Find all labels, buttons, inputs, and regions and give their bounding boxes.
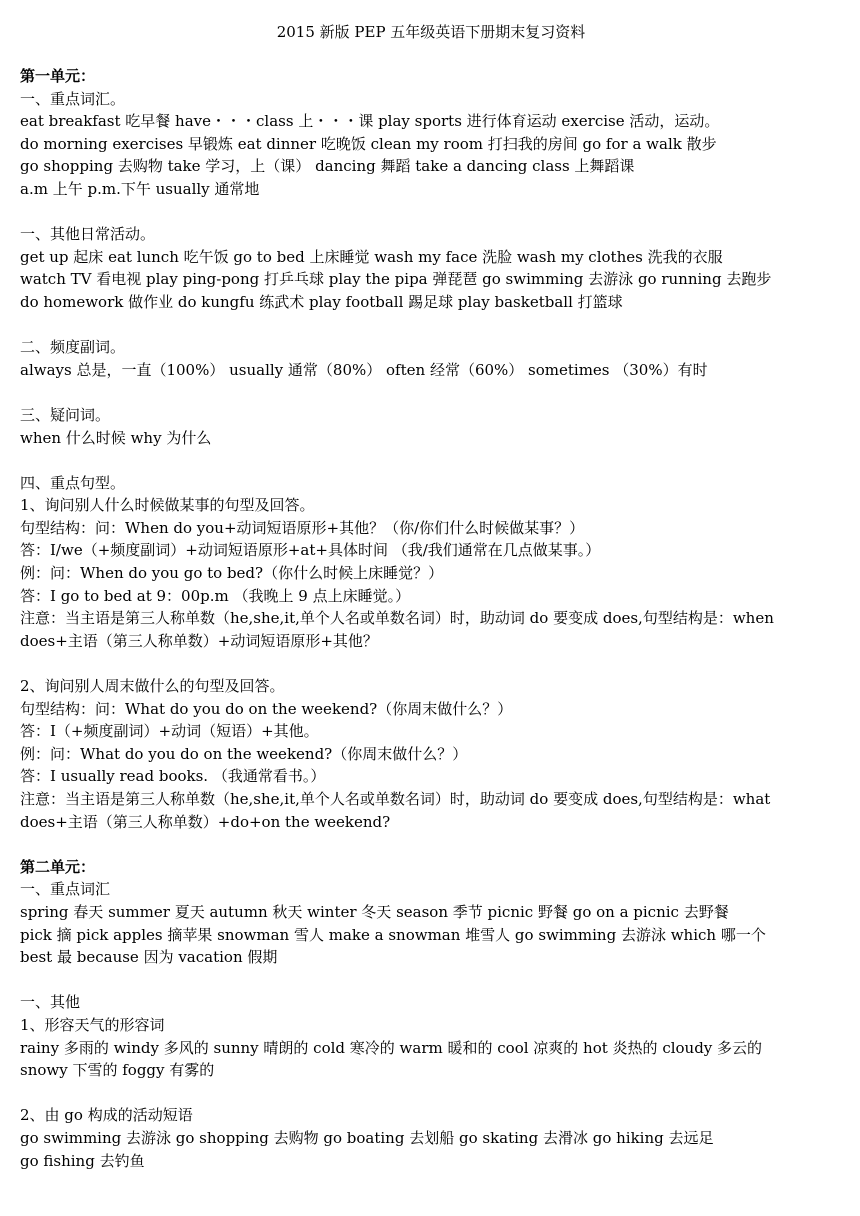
vocab-line: spring 春天 summer 夏天 autumn 秋天 winter 冬天 season 季节 picnic 野餐 go on a picnic 去野餐	[20, 902, 729, 921]
pattern-line: does+主语（第三人称单数）+动词短语原形+其他？	[20, 631, 378, 650]
weather-line: 1、形容天气的形容词	[20, 1015, 165, 1034]
pattern-line: 1、询问别人什么时候做某事的句型及回答。	[20, 496, 315, 515]
weather-line: rainy 多雨的 windy 多风的 sunny 晴朗的 cold 寒冷的 warm 暖和的 cool 凉爽的 hot 炎热的 cloudy 多云的	[20, 1038, 763, 1057]
activity-line: watch TV 看电视 play ping-pong 打乒乓球 play the pipa 弹琵琶 go swimming 去游泳 go running 去跑步	[20, 270, 772, 289]
unit2-vocab-heading: 一、重点词汇	[20, 880, 111, 899]
pattern-line: 答：I（+频度副词）+动词（短语）+其他。	[20, 722, 319, 741]
unit2-heading: 第二单元：	[20, 857, 96, 876]
pattern-line: 答：I/we（+频度副词）+动词短语原形+at+具体时间 （我/我们通常在几点做某事。）	[20, 541, 601, 560]
document-title: 2015 新版 PEP 五年级英语下册期末复习资料	[276, 23, 586, 41]
pattern-line: 注意：当主语是第三人称单数（he,she,it,单个人名或单数名词）时，助动词 do 要变成 does,句型结构是：what	[20, 790, 771, 808]
go-phrases-line: go fishing 去钓鱼	[20, 1151, 145, 1170]
pattern-line: 例：问：When do you go to bed?（你什么时候上床睡觉？）	[20, 564, 444, 583]
pattern-line: 句型结构：问：When do you+动词短语原形+其他？（你/你们什么时候做某事？）	[20, 518, 585, 537]
sentence-patterns-heading: 四、重点句型。	[20, 473, 126, 492]
pattern-line: does+主语（第三人称单数）+do+on the weekend?	[20, 812, 391, 831]
go-phrases-line: go swimming 去游泳 go shopping 去购物 go boating 去划船 go skating 去滑冰 go hiking 去远足	[20, 1128, 714, 1147]
go-phrases-line: 2、由 go 构成的活动短语	[20, 1106, 193, 1125]
activity-line: get up 起床 eat lunch 吃午饭 go to bed 上床睡觉 wash my face 洗脸 wash my clothes 洗我的衣服	[20, 247, 723, 266]
pattern-line: 句型结构：问：What do you do on the weekend?（你周末做什么？）	[20, 699, 513, 718]
pattern-line: 注意：当主语是第三人称单数（he,she,it,单个人名或单数名词）时，助动词 do 要变成 does,句型结构是：when	[20, 609, 774, 628]
weather-line: snowy 下雪的 foggy 有雾的	[20, 1061, 215, 1080]
pattern-line: 答：I go to bed at 9：00p.m （我晚上 9 点上床睡觉。）	[20, 586, 411, 605]
activities-heading: 一、其他日常活动。	[20, 225, 156, 244]
pattern-line: 答：I usually read books. （我通常看书。）	[20, 767, 326, 786]
vocab-line: a.m 上午 p.m.下午 usually 通常地	[20, 179, 260, 198]
document-page	[20, 22, 842, 1172]
vocab-line: eat breakfast 吃早餐 have・・・class 上・・・课 play sports 进行体育运动 exercise 活动，运动。	[20, 112, 720, 131]
vocab-line: pick 摘 pick apples 摘苹果 snowman 雪人 make a snowman 堆雪人 go swimming 去游泳 which 哪一个	[20, 925, 766, 944]
unit1-vocab-heading: 一、重点词汇。	[20, 89, 126, 108]
activity-line: do homework 做作业 do kungfu 练武术 play football 踢足球 play basketball 打篮球	[20, 292, 623, 311]
question-words-heading: 三、疑问词。	[20, 405, 111, 424]
frequency-heading: 二、频度副词。	[20, 338, 126, 357]
unit1-heading: 第一单元：	[20, 67, 96, 85]
frequency-line: always 总是，一直（100%） usually 通常（80%） often 经常（60%） sometimes （30%）有时	[20, 360, 708, 379]
vocab-line: do morning exercises 早锻炼 eat dinner 吃晚饭 clean my room 打扫我的房间 go for a walk 散步	[20, 134, 717, 153]
vocab-line: go shopping 去购物 take 学习，上（课） dancing 舞蹈 take a dancing class 上舞蹈课	[20, 157, 635, 176]
vocab-line: best 最 because 因为 vacation 假期	[20, 948, 278, 967]
pattern-line: 2、询问别人周末做什么的句型及回答。	[20, 677, 285, 696]
other-heading: 一、其他	[20, 993, 81, 1012]
question-words-line: when 什么时候 why 为什么	[20, 428, 212, 447]
pattern-line: 例：问：What do you do on the weekend?（你周末做什么？）	[20, 744, 468, 763]
